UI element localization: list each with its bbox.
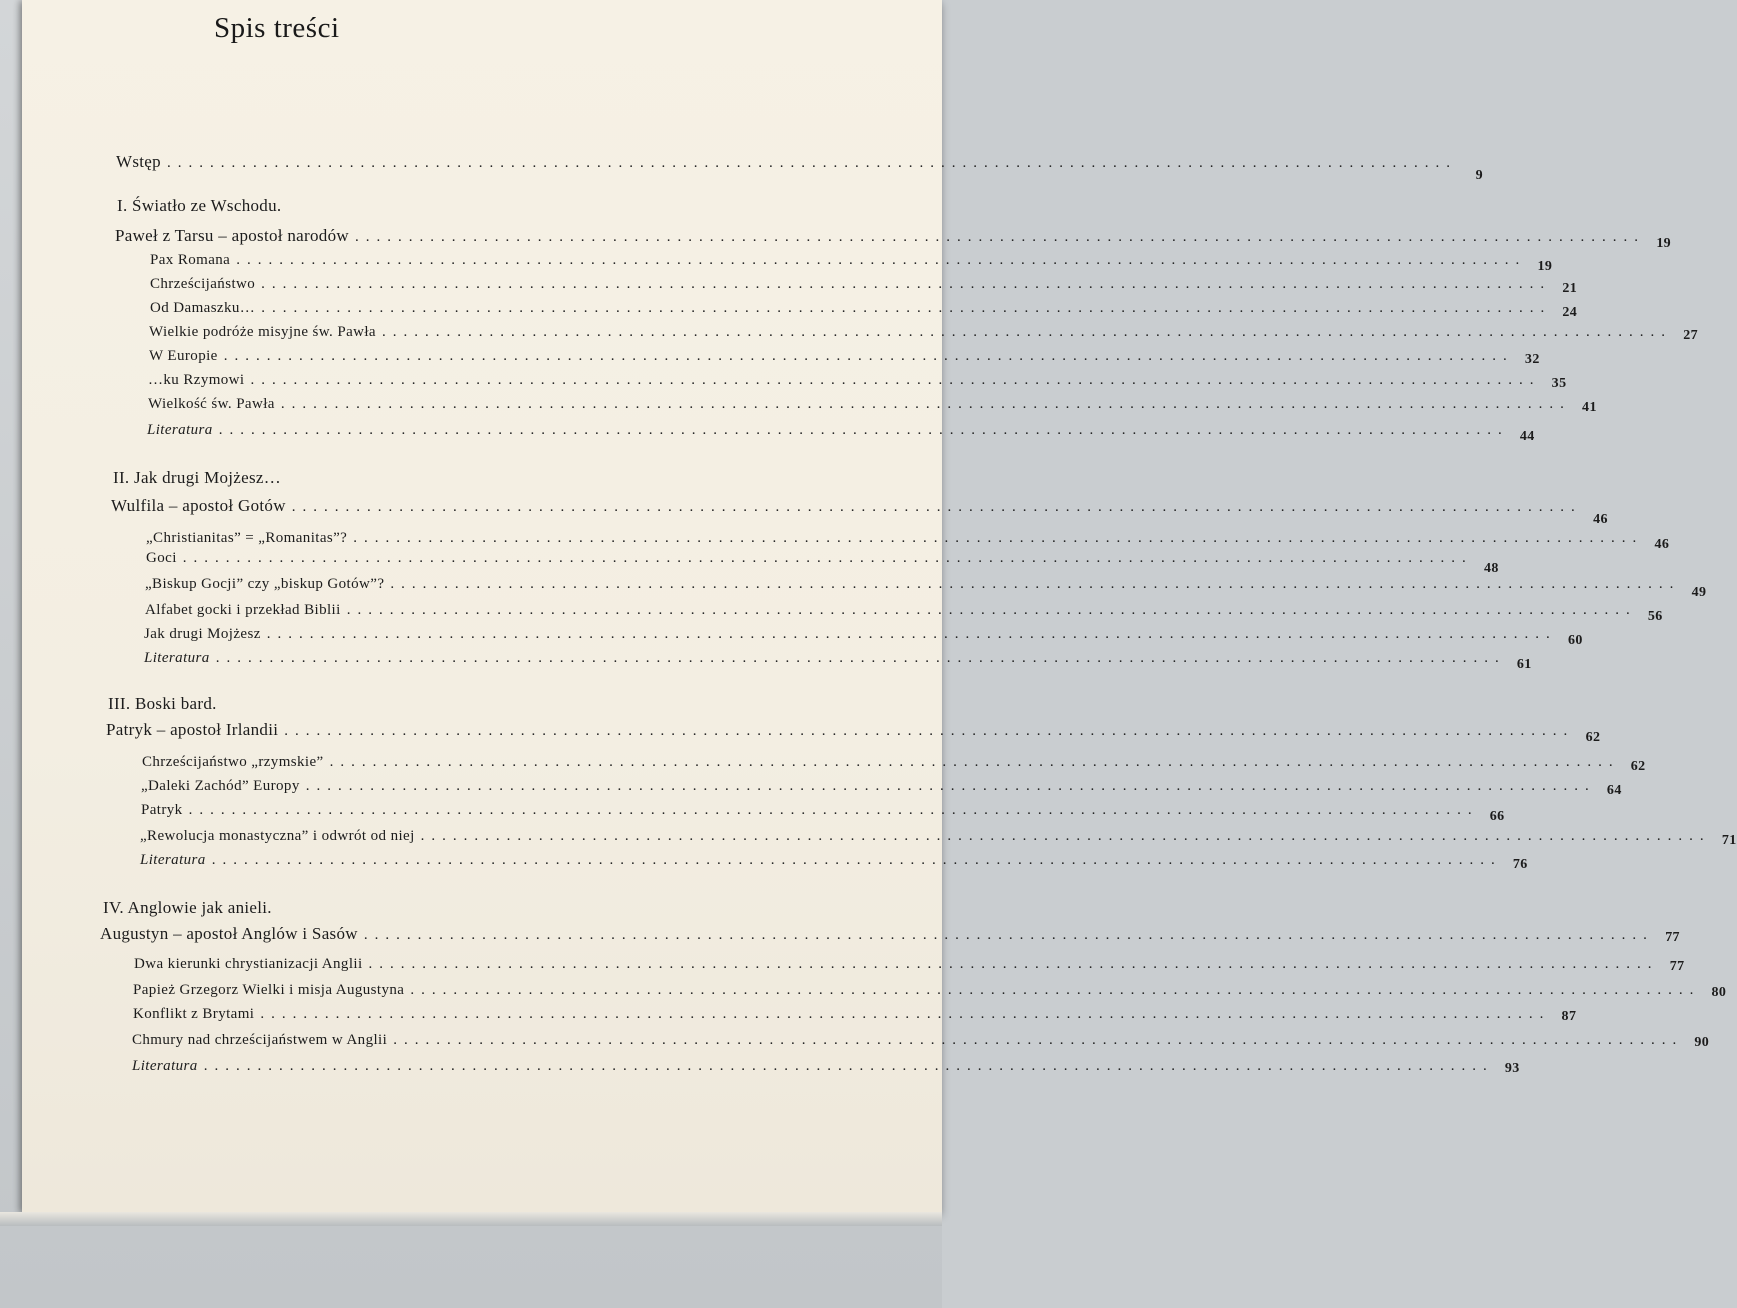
page-number: 90 xyxy=(1694,1035,1710,1050)
toc-entry-chapter-main: Augustyn – apostoł Anglów i Sasów ........................................................................................................................ 77 xyxy=(100,924,1680,945)
dot-leader: ........................................................................................................................ xyxy=(353,530,1644,546)
page-number: 35 xyxy=(1551,376,1567,391)
toc-entry: Papież Grzegorz Wielki i misja Augustyna ........................................................................................................................ 80 xyxy=(133,982,1727,1000)
toc-entry: Wielkość św. Pawła ........................................................................................................................ 41 xyxy=(148,396,1597,415)
toc-entry: …ku Rzymowi ........................................................................................................................ 35 xyxy=(148,372,1567,391)
toc-entry: „Rewolucja monastyczna” i odwrót od niej ........................................................................................................................ 71 xyxy=(140,828,1737,848)
toc-entry: Patryk ........................................................................................................................ 66 xyxy=(141,802,1505,824)
page-number: 61 xyxy=(1516,657,1532,672)
dot-leader: ........................................................................................................................ xyxy=(305,778,1596,794)
dot-leader: ........................................................................................................................ xyxy=(393,1032,1684,1048)
chapter-heading-4: IV. Anglowie jak anieli. xyxy=(103,898,272,917)
dot-leader: ........................................................................................................................ xyxy=(420,828,1711,844)
dot-leader: ........................................................................................................................ xyxy=(261,276,1552,292)
toc-entry: „Christianitas” = „Romanitas”? ........................................................................................................................ 46 xyxy=(146,530,1670,552)
toc-entry: Wielkie podróże misyjne św. Pawła ........................................................................................................................ 27 xyxy=(149,324,1698,343)
page-number: 76 xyxy=(1512,857,1528,872)
page-number: 46 xyxy=(1593,512,1608,527)
toc-entry: Dwa kierunki chrystianizacji Anglii ........................................................................................................................ 77 xyxy=(134,956,1685,974)
page-number: 19 xyxy=(1537,259,1553,274)
dot-leader: ........................................................................................................................ xyxy=(382,324,1672,340)
toc-entry-chapter-main: Patryk – apostoł Irlandii ........................................................................................................................ 62 xyxy=(106,720,1601,745)
dot-leader: ........................................................................................................................ xyxy=(215,650,1506,666)
toc-entry: Chrześcijaństwo ........................................................................................................................ 21 xyxy=(150,276,1578,296)
page-number: 77 xyxy=(1665,930,1680,945)
page-number: 27 xyxy=(1683,328,1698,343)
page-number: 24 xyxy=(1562,305,1578,320)
dot-leader: ........................................................................................................................ xyxy=(329,754,1620,770)
page-number: 46 xyxy=(1654,537,1670,552)
page-number: 60 xyxy=(1567,633,1583,648)
page-number: 80 xyxy=(1711,985,1727,1000)
dot-leader: ........................................................................................................................ xyxy=(261,300,1552,316)
page-number: 87 xyxy=(1561,1009,1577,1024)
chapter-heading-3: III. Boski bard. xyxy=(108,694,217,713)
dot-leader: ........................................................................................................................ xyxy=(250,372,1541,388)
toc-entry-literature: Literatura ........................................................................................................................ 76 xyxy=(140,852,1528,872)
toc-entry: Od Damaszku… ........................................................................................................................ 24 xyxy=(150,300,1578,320)
dot-leader: ........................................................................................................................ xyxy=(203,1058,1494,1074)
page-number: 62 xyxy=(1585,730,1601,745)
page-number: 44 xyxy=(1519,429,1535,444)
page-number: 32 xyxy=(1524,352,1540,367)
toc-entry-chapter-main: Wulfila – apostoł Gotów ........................................................................................................................ 46 xyxy=(111,496,1608,527)
page-title: Spis treści xyxy=(214,12,340,44)
dot-leader: ........................................................................................................................ xyxy=(284,723,1575,739)
dot-leader: ........................................................................................................................ xyxy=(346,602,1637,618)
dot-leader: ........................................................................................................................ xyxy=(236,252,1527,268)
toc-entry-chapter-main: Paweł z Tarsu – apostoł narodów ........................................................................................................................ 19 xyxy=(115,226,1671,251)
page-number: 56 xyxy=(1647,609,1663,624)
dot-leader: ........................................................................................................................ xyxy=(363,927,1654,943)
page-number: 77 xyxy=(1669,959,1685,974)
page-number: 71 xyxy=(1721,833,1737,848)
page-number: 62 xyxy=(1630,759,1646,774)
toc-entry: Chmury nad chrześcijaństwem w Anglii ........................................................................................................................ 90 xyxy=(132,1032,1710,1050)
chapter-heading-2: II. Jak drugi Mojżesz… xyxy=(113,468,282,487)
dot-leader: ........................................................................................................................ xyxy=(182,550,1473,566)
toc-entry-wstep: Wstęp ........................................................................................................................ 9 xyxy=(116,152,1483,183)
toc-entry-literature: Literatura ........................................................................................................................ 61 xyxy=(144,650,1532,672)
toc-entry-literature: Literatura ........................................................................................................................ 93 xyxy=(132,1058,1520,1076)
dot-leader: ........................................................................................................................ xyxy=(223,348,1514,364)
toc-entry-literature: Literatura ........................................................................................................................ 44 xyxy=(147,422,1535,444)
dot-leader: ........................................................................................................................ xyxy=(280,396,1571,412)
dot-leader: ........................................................................................................................ xyxy=(368,956,1659,972)
toc-entry: W Europie ........................................................................................................................ 32 xyxy=(149,348,1540,367)
dot-leader: ........................................................................................................................ xyxy=(211,852,1502,868)
toc-entry: Konflikt z Brytami ........................................................................................................................ 87 xyxy=(133,1006,1577,1024)
dot-leader: ........................................................................................................................ xyxy=(188,802,1479,818)
page-number: 21 xyxy=(1562,281,1578,296)
chapter-heading-1: I. Światło ze Wschodu. xyxy=(117,196,282,215)
page-number: 93 xyxy=(1504,1061,1520,1076)
page-number: 9 xyxy=(1475,168,1483,183)
page-number: 48 xyxy=(1483,561,1499,576)
page-number: 49 xyxy=(1691,585,1707,600)
page-number: 19 xyxy=(1656,236,1671,251)
dot-leader: ........................................................................................................................ xyxy=(291,499,1582,515)
page-number: 66 xyxy=(1489,809,1505,824)
dot-leader: ........................................................................................................................ xyxy=(410,982,1701,998)
dot-leader: ........................................................................................................................ xyxy=(260,1006,1551,1022)
dot-leader: ........................................................................................................................ xyxy=(266,626,1557,642)
dot-leader: ........................................................................................................................ xyxy=(390,576,1681,592)
page-bottom-edge xyxy=(0,1212,942,1226)
toc-entry: Jak drugi Mojżesz ........................................................................................................................ 60 xyxy=(144,626,1583,648)
dot-leader: ........................................................................................................................ xyxy=(166,155,1457,171)
toc-entry: Alfabet gocki i przekład Biblii ........................................................................................................................ 56 xyxy=(145,602,1663,624)
toc-entry: „Biskup Gocji” czy „biskup Gotów”? ........................................................................................................................ 49 xyxy=(145,576,1707,600)
page-number: 64 xyxy=(1606,783,1622,798)
toc-entry: „Daleki Zachód” Europy ........................................................................................................................ 64 xyxy=(141,778,1622,798)
page-number: 41 xyxy=(1582,400,1597,415)
toc-entry: Chrześcijaństwo „rzymskie” ........................................................................................................................ 62 xyxy=(142,754,1646,774)
toc-entry: Goci ........................................................................................................................ 48 xyxy=(146,550,1499,576)
dot-leader: ........................................................................................................................ xyxy=(354,229,1645,245)
dot-leader: ........................................................................................................................ xyxy=(218,422,1509,438)
toc-entry: Pax Romana ........................................................................................................................ 19 xyxy=(150,252,1553,274)
